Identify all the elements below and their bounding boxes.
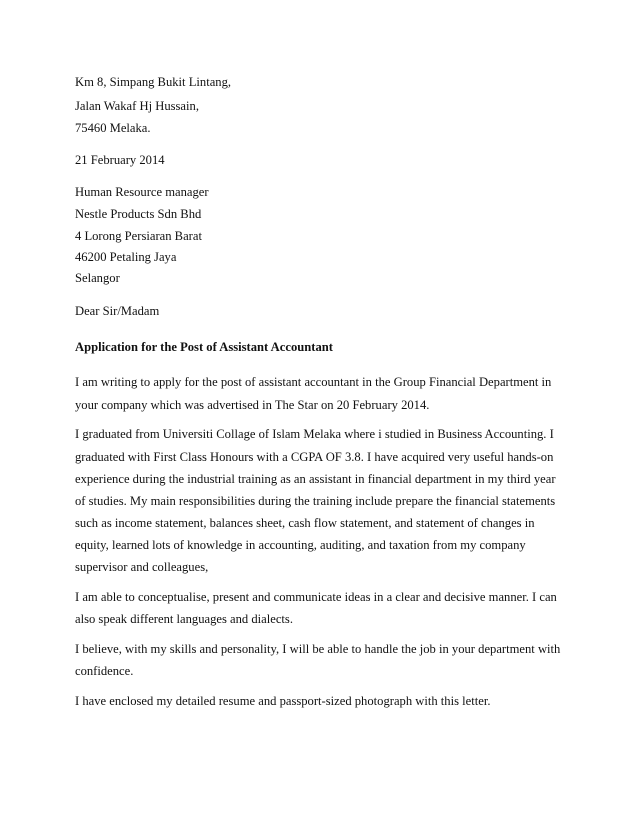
paragraph-5-line-1: I have enclosed my detailed resume and passport-sized photograph with this letter. xyxy=(75,694,491,708)
recipient-city: 46200 Petaling Jaya xyxy=(75,250,177,264)
recipient-title: Human Resource manager xyxy=(75,185,209,199)
paragraph-4-line-2: confidence. xyxy=(75,664,134,678)
letter-date: 21 February 2014 xyxy=(75,153,165,167)
paragraph-1-line-1: I am writing to apply for the post of assistant accountant in the Group Financial Department in xyxy=(75,375,552,389)
sender-address-line-1: Km 8, Simpang Bukit Lintang, xyxy=(75,75,232,89)
paragraph-1-line-2: your company which was advertised in The Star on 20 February 2014. xyxy=(75,398,430,412)
recipient-company: Nestle Products Sdn Bhd xyxy=(75,207,202,221)
salutation: Dear Sir/Madam xyxy=(75,304,160,318)
paragraph-2-line-6: equity, learned lots of knowledge in accounting, auditing, and taxation from my company xyxy=(75,538,526,552)
sender-address-line-2: Jalan Wakaf Hj Hussain, xyxy=(75,99,199,113)
paragraph-4-line-1: I believe, with my skills and personality, I will be able to handle the job in your department with xyxy=(75,642,561,656)
paragraph-3-line-2: also speak different languages and dialects. xyxy=(75,612,293,626)
recipient-state: Selangor xyxy=(75,271,120,285)
paragraph-3-line-1: I am able to conceptualise, present and communicate ideas in a clear and decisive manner. I can xyxy=(75,590,557,604)
paragraph-2-line-3: experience during the industrial training as an assistant in financial department in my third year xyxy=(75,472,556,486)
paragraph-2-line-1: I graduated from Universiti Collage of Islam Melaka where i studied in Business Accounting. I xyxy=(75,427,554,441)
paragraph-2-line-5: such as income statement, balances sheet, cash flow statement, and statement of changes in xyxy=(75,516,535,530)
recipient-street: 4 Lorong Persiaran Barat xyxy=(75,229,202,243)
paragraph-2-line-7: supervisor and colleagues, xyxy=(75,560,209,574)
subject-heading: Application for the Post of Assistant Accountant xyxy=(75,340,333,354)
paragraph-2-line-4: of studies. My main responsibilities during the training include prepare the financial statements xyxy=(75,494,556,508)
sender-address-line-3: 75460 Melaka. xyxy=(75,121,151,135)
paragraph-2-line-2: graduated with First Class Honours with a CGPA OF 3.8. I have acquired very useful hands-on xyxy=(75,450,554,464)
